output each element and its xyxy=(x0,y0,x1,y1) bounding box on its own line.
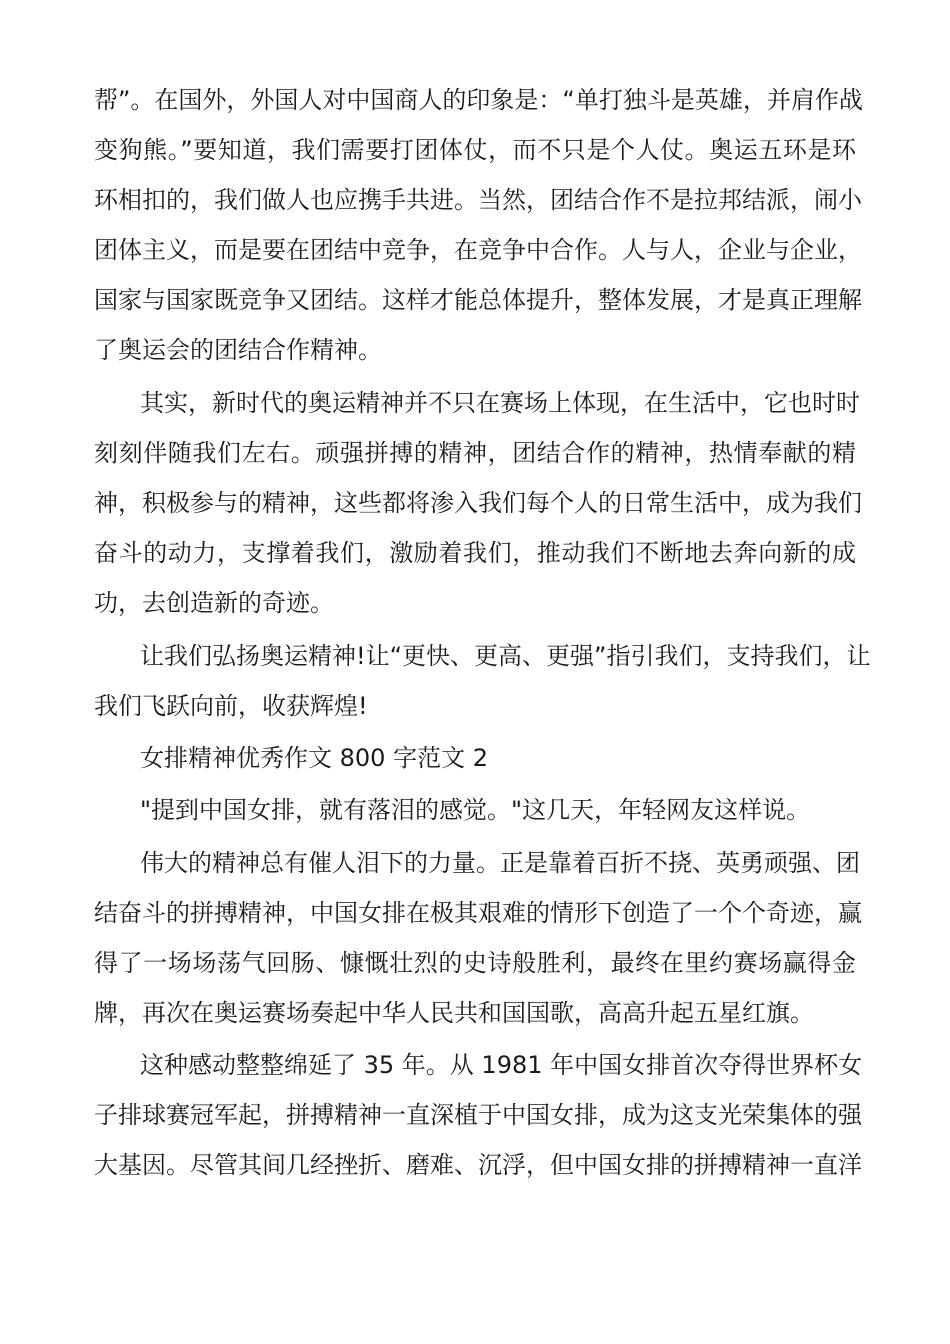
text-line: 我们飞跃向前，收获辉煌! xyxy=(94,692,368,720)
text-line: 得了一场场荡气回肠、慷慨壮烈的史诗般胜利，最终在里约赛场赢得金 xyxy=(94,949,856,977)
text-line: 大基因。尽管其间几经挫折、磨难、沉浮，但中国女排的拼搏精神一直洋 xyxy=(94,1151,862,1179)
text-line: 奋斗的动力，支撑着我们，激励着我们，推动我们不断地去奔向新的成 xyxy=(94,539,856,567)
text-line: 神，积极参与的精神，这些都将渗入我们每个人的日常生活中，成为我们 xyxy=(94,489,862,517)
text-line: 让我们弘扬奥运精神!让“更快、更高、更强”指引我们，支持我们，让 xyxy=(140,642,871,670)
text-line: "提到中国女排，就有落泪的感觉。"这几天，年轻网友这样说。 xyxy=(140,796,811,824)
text-line: 国家与国家既竞争又团结。这样才能总体提升，整体发展，才是真正理解 xyxy=(94,286,862,314)
text-line: 功，去创造新的奇迹。 xyxy=(94,589,334,617)
text-line: 环相扣的，我们做人也应携手共进。当然，团结合作不是拉邦结派，闹小 xyxy=(94,186,862,214)
text-line: 子排球赛冠军起，拼搏精神一直深植于中国女排，成为这支光荣集体的强 xyxy=(94,1101,862,1129)
text-line: 团体主义，而是要在团结中竞争，在竞争中合作。人与人，企业与企业， xyxy=(94,236,862,264)
text-line: 牌，再次在奥运赛场奏起中华人民共和国国歌，高高升起五星红旗。 xyxy=(94,999,814,1027)
text-line: 变狗熊。”要知道，我们需要打团体仗，而不只是个人仗。奥运五环是环 xyxy=(94,136,856,164)
text-line: 这种感动整整绵延了 35 年。从 1981 年中国女排首次夺得世界杯女 xyxy=(140,1051,863,1079)
text-line: 帮”。在国外，外国人对中国商人的印象是：“单打独斗是英雄，并肩作战 xyxy=(94,86,863,114)
text-line: 结奋斗的拼搏精神，中国女排在极其艰难的情形下创造了一个个奇迹，赢 xyxy=(94,899,862,927)
text-line: 刻刻伴随我们左右。顽强拼搏的精神，团结合作的精神，热情奉献的精 xyxy=(94,439,856,467)
text-line: 了奥运会的团结合作精神。 xyxy=(94,336,382,364)
text-line: 伟大的精神总有催人泪下的力量。正是靠着百折不挠、英勇顽强、团 xyxy=(140,849,860,877)
text-line: 其实，新时代的奥运精神并不只在赛场上体现，在生活中，它也时时 xyxy=(140,389,860,417)
section-heading: 女排精神优秀作文 800 字范文 2 xyxy=(140,744,488,772)
